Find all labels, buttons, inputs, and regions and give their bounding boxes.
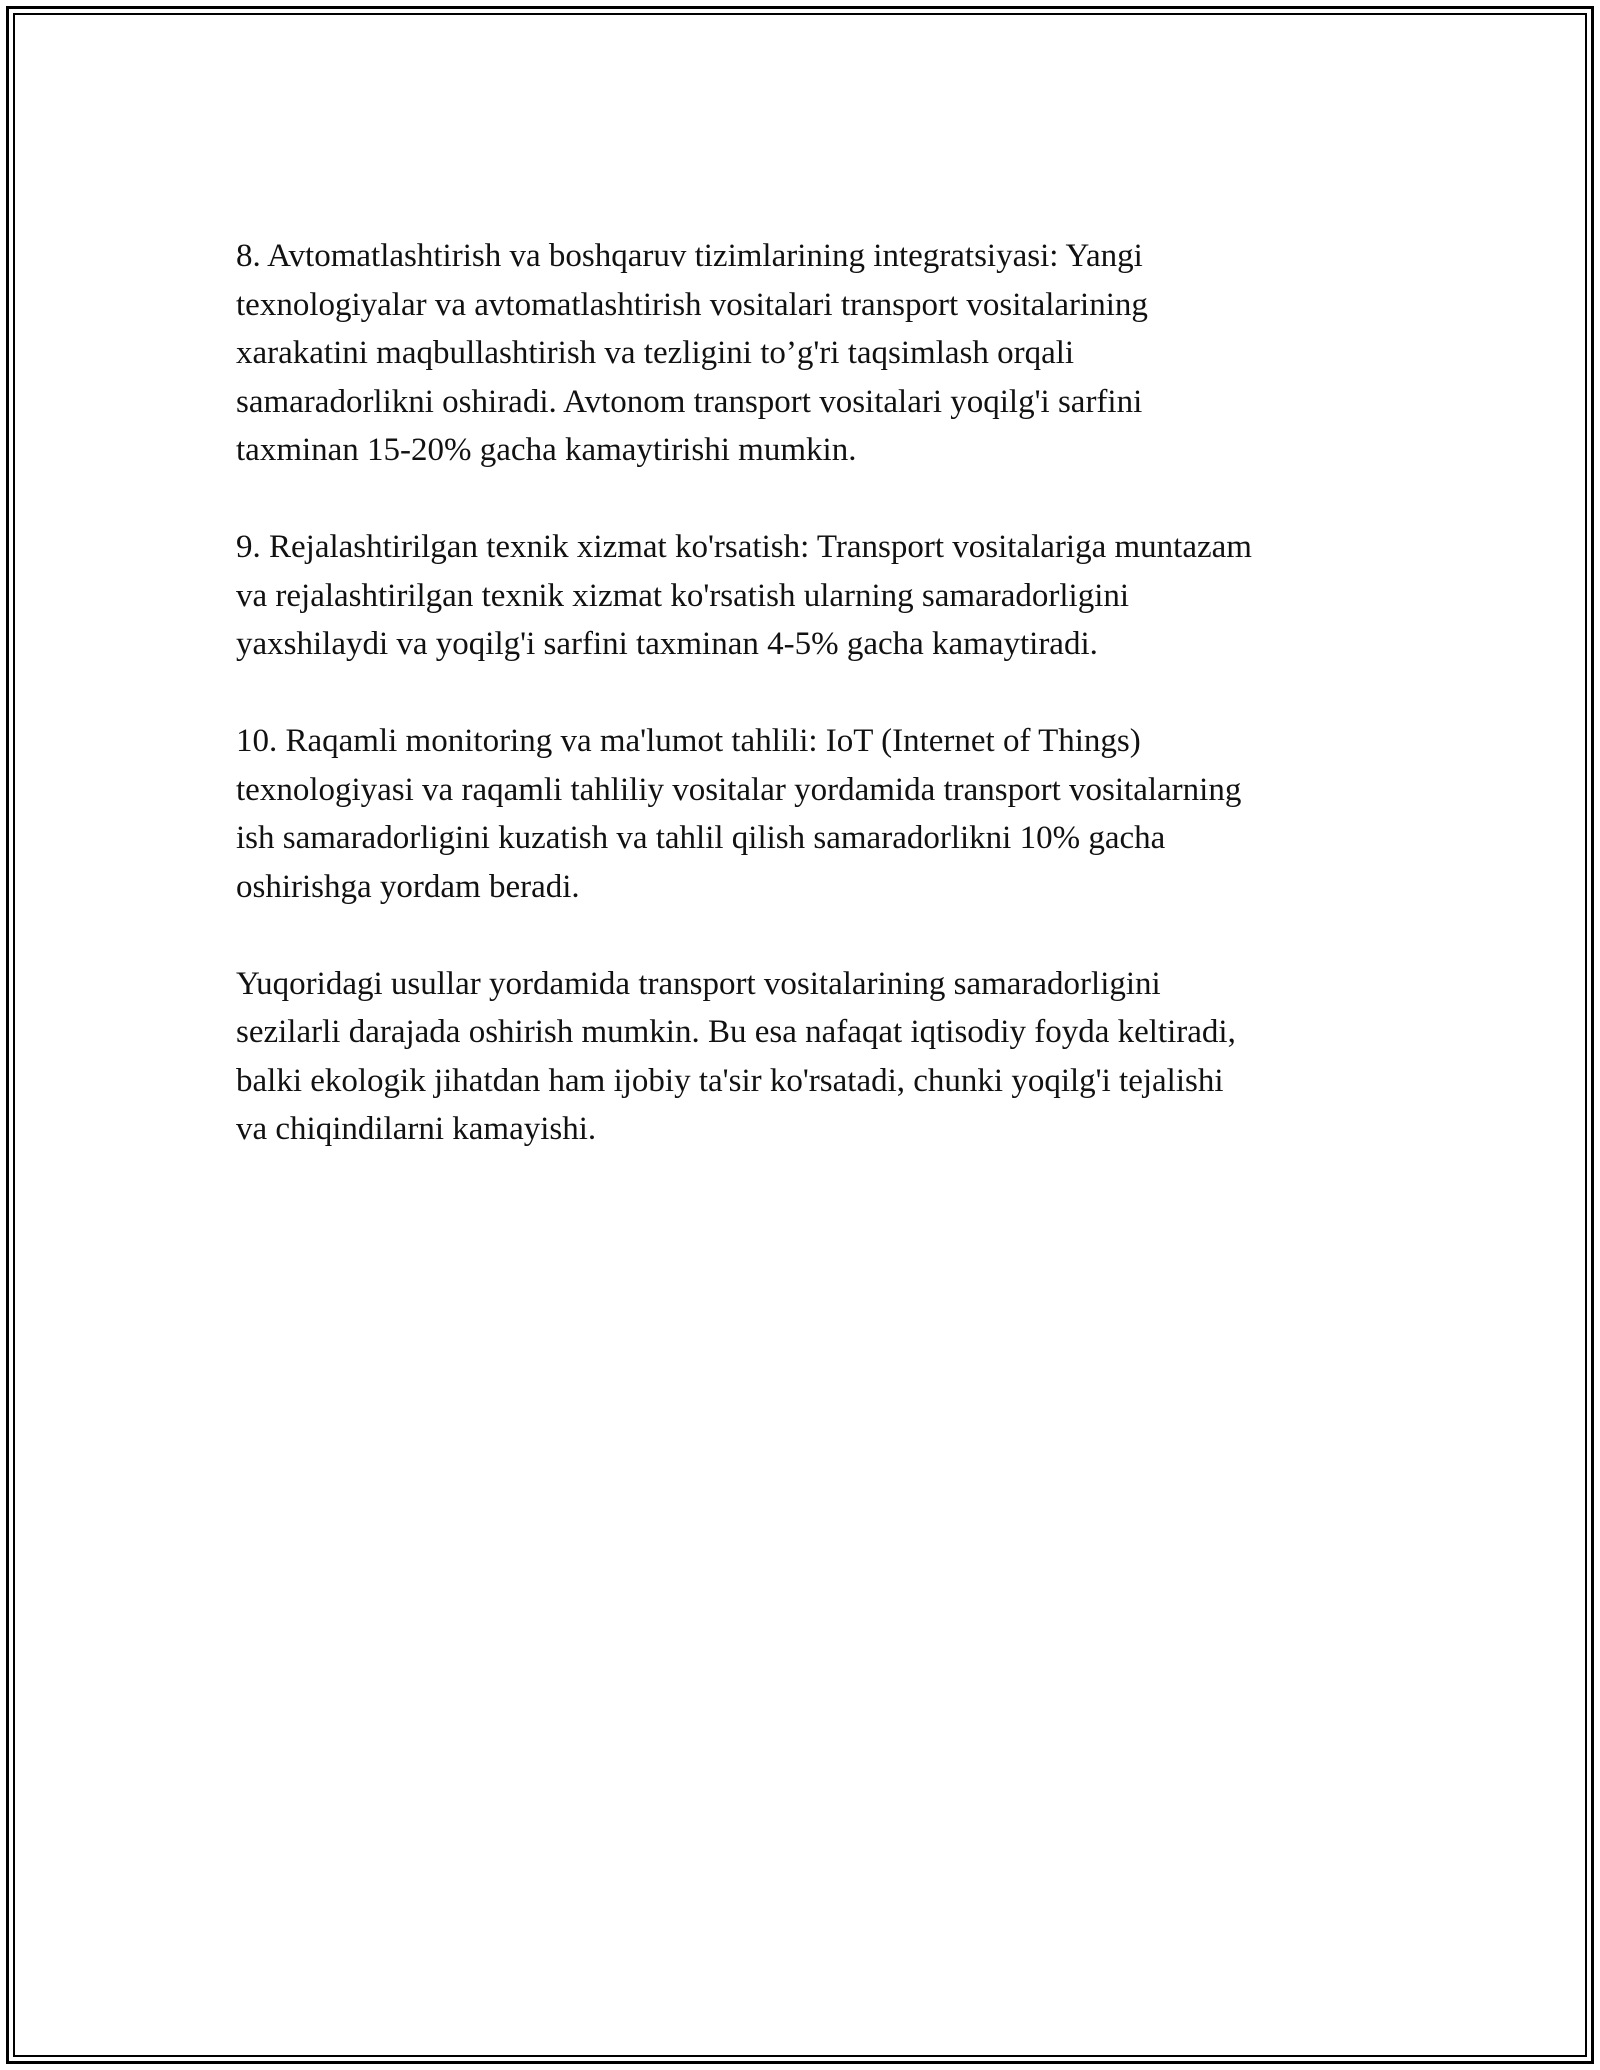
text-line: texnologiyalar va avtomatlashtirish vositalari transport vositalarining [236, 286, 1148, 323]
document-body [236, 232, 1396, 1154]
text-line: 8. Avtomatlashtirish va boshqaruv tizimlarining integratsiyasi: Yangi [236, 238, 1143, 274]
text-line: texnologiyasi va raqamli tahliliy vositalar yordamida transport vositalarning [236, 771, 1242, 808]
paragraph-automation-integration [236, 232, 1396, 475]
paragraph-digital-monitoring [236, 717, 1396, 911]
text-line: samaradorlikni oshiradi. Avtonom transport vositalari yoqilg'i sarfini [236, 383, 1143, 420]
text-line: 10. Raqamli monitoring va ma'lumot tahlili: IoT (Internet of Things) [236, 723, 1141, 759]
text-line: va chiqindilarni kamayishi. [236, 1111, 597, 1147]
paragraph-scheduled-maintenance [236, 523, 1396, 669]
text-line: Yuqoridagi usullar yordamida transport vositalarining samaradorligini [236, 965, 1161, 1002]
text-line: ish samaradorligini kuzatish va tahlil qilish samaradorlikni 10% gacha [236, 820, 1166, 856]
text-line: taxminan 15-20% gacha kamaytirishi mumkin. [236, 432, 857, 468]
text-line: sezilarli darajada oshirish mumkin. Bu esa nafaqat iqtisodiy foyda keltiradi, [236, 1014, 1236, 1050]
text-line: va rejalashtirilgan texnik xizmat ko'rsatish ularning samaradorligini [236, 577, 1130, 614]
text-line: yaxshilaydi va yoqilg'i sarfini taxminan 4-5% gacha kamaytiradi. [236, 626, 1098, 662]
text-line: oshirishga yordam beradi. [236, 868, 580, 905]
text-line: xarakatini maqbullashtirish va tezligini to’g'ri taqsimlash orqali [236, 335, 1075, 371]
text-line: 9. Rejalashtirilgan texnik xizmat ko'rsatish: Transport vositalariga muntazam [236, 529, 1252, 565]
text-line: balki ekologik jihatdan ham ijobiy ta'sir ko'rsatadi, chunki yoqilg'i tejalishi [236, 1062, 1224, 1099]
paragraph-conclusion [236, 960, 1396, 1154]
